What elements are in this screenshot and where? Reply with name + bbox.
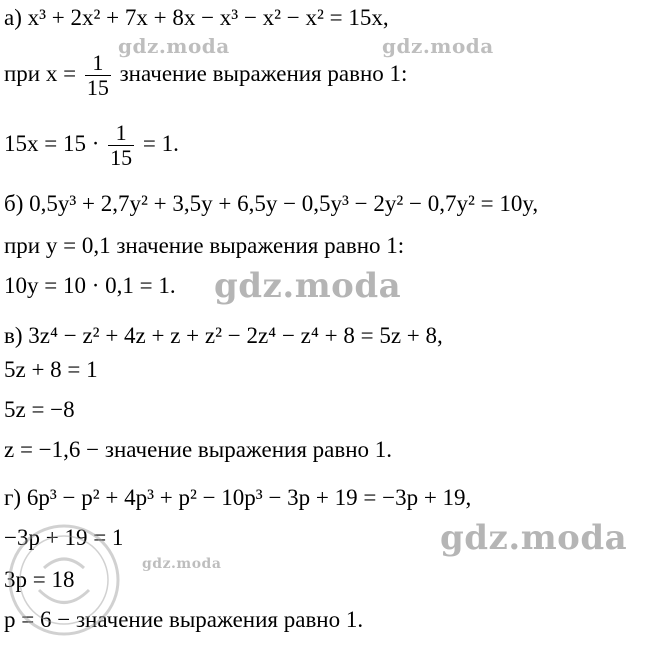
expr-c4: z = −1,6 − значение выражения равно 1. [4,437,393,462]
line-c4 [4,436,392,464]
expr-b1: б) 0,5y³ + 2,7y² + 3,5y + 6,5y − 0,5y³ − 2y² − 0,7y² = 10y, [4,191,539,216]
expr-a1: а) x³ + 2x² + 7x + 8x − x³ − x² − x² = 15x, [4,5,389,30]
watermark-seal-icon [4,520,124,640]
line-d1 [4,484,471,512]
line-c2 [4,356,98,384]
line-c3 [4,396,75,424]
fraction-denominator: 15 [86,75,109,101]
line-a3 [4,116,179,172]
expr-b2: при y = 0,1 значение выражения равно 1: [4,233,405,258]
fraction-a3 [108,121,134,170]
expr-d3: 3p = 18 [4,567,75,592]
text-a3-pre: 15x = 15 · [4,131,106,156]
text-a2-post: значение выражения равно 1: [113,61,408,86]
line-b1 [4,190,538,218]
expr-c2: 5z + 8 = 1 [4,357,98,382]
watermark-text: gdz.moda [440,518,628,558]
line-c1 [4,322,443,350]
line-a1 [4,4,389,32]
line-b2 [4,232,404,260]
text-a2-pre: при x = [4,61,82,86]
expr-d1: г) 6p³ − p² + 4p³ + p² − 10p³ − 3p + 19 = −3p + 19, [4,485,472,510]
expr-d2: −3p + 19 = 1 [4,525,124,550]
text-a3-post: = 1. [137,131,179,156]
watermark-text: gdz.moda [214,266,402,306]
fraction-denominator: 15 [110,145,133,171]
fraction-numerator: 1 [108,121,134,146]
watermark-text: gdz.moda [142,556,222,572]
watermark-text: gdz.moda [382,34,494,58]
fraction-numerator: 1 [85,51,111,76]
expr-b3: 10y = 10 · 0,1 = 1. [4,273,176,298]
watermark-text: gdz.moda [118,34,230,58]
expr-c3: 5z = −8 [4,397,75,422]
line-b3 [4,272,176,300]
expr-c1: в) 3z⁴ − z² + 4z + z + z² − 2z⁴ − z⁴ + 8 = 5z + 8, [4,323,443,348]
expr-d4: p = 6 − значение выражения равно 1. [4,607,364,632]
fraction-a2 [85,51,111,100]
